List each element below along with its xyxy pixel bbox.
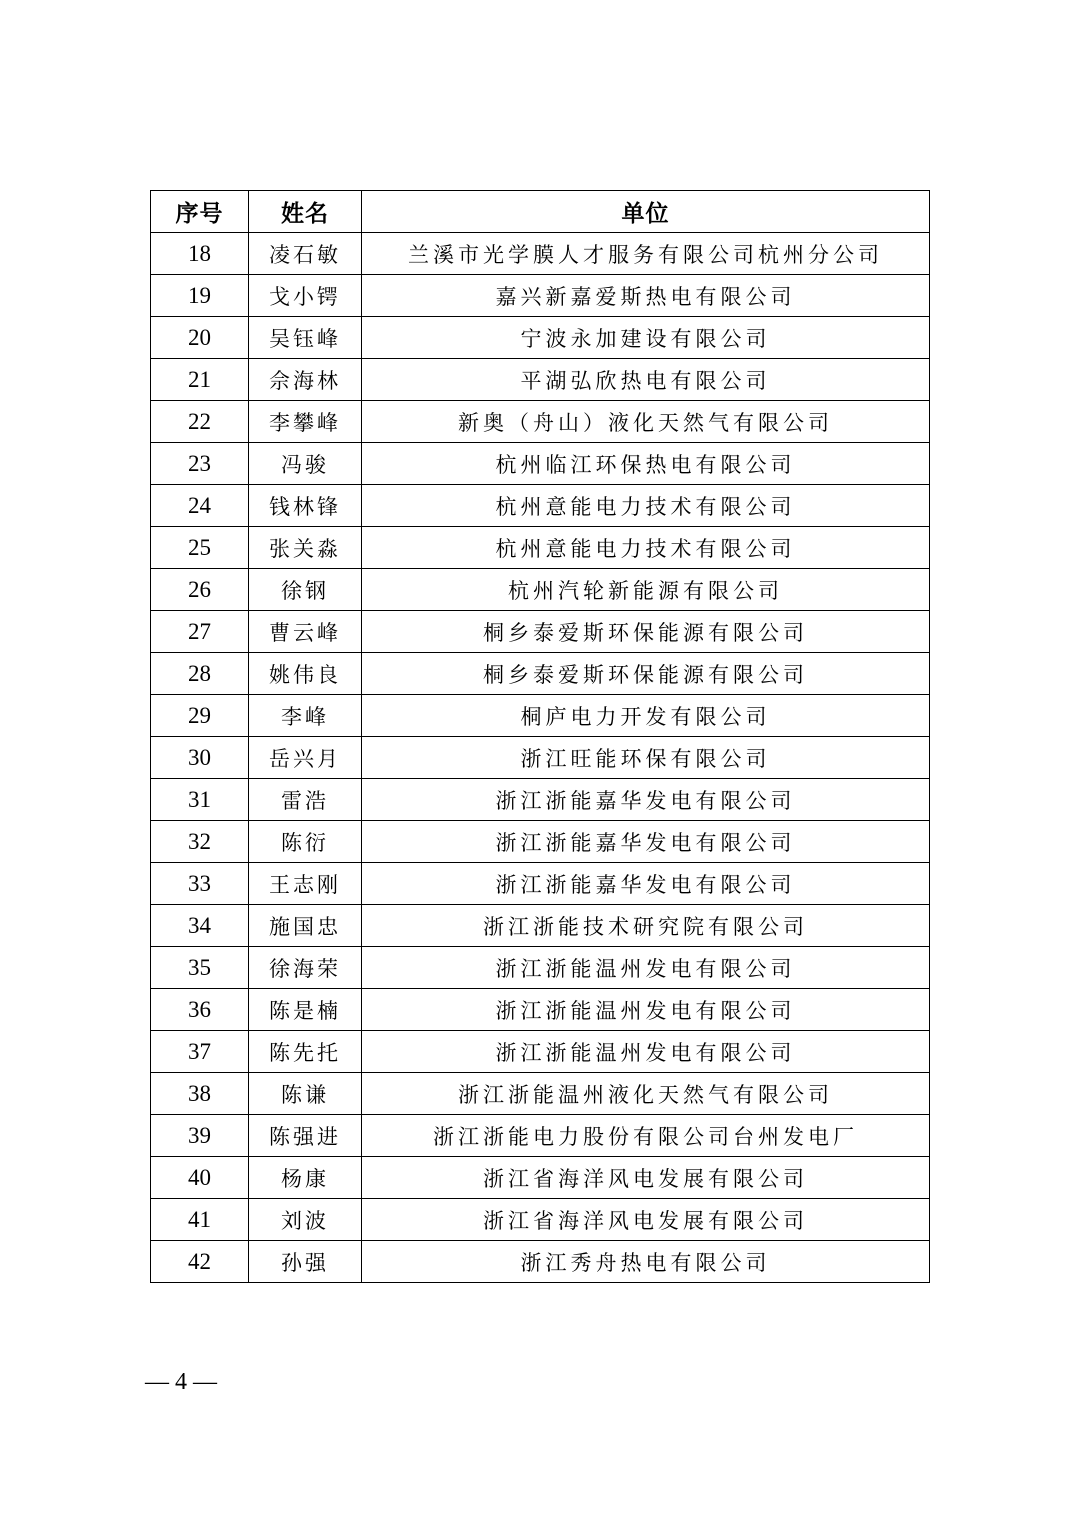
cell-unit: 浙江省海洋风电发展有限公司: [362, 1157, 930, 1199]
cell-name: 李攀峰: [249, 401, 362, 443]
cell-seq: 38: [151, 1073, 249, 1115]
cell-seq: 25: [151, 527, 249, 569]
table-row: [151, 233, 930, 275]
table-row: [151, 485, 930, 527]
cell-unit: 宁波永加建设有限公司: [362, 317, 930, 359]
header-name: 姓名: [249, 191, 362, 233]
cell-seq: 23: [151, 443, 249, 485]
table-row: [151, 1157, 930, 1199]
cell-unit: 平湖弘欣热电有限公司: [362, 359, 930, 401]
cell-unit: 嘉兴新嘉爱斯热电有限公司: [362, 275, 930, 317]
cell-name: 佘海林: [249, 359, 362, 401]
table-row: [151, 989, 930, 1031]
cell-unit: 新奥（舟山）液化天然气有限公司: [362, 401, 930, 443]
cell-seq: 36: [151, 989, 249, 1031]
cell-name: 李峰: [249, 695, 362, 737]
table-row: [151, 317, 930, 359]
cell-seq: 30: [151, 737, 249, 779]
cell-name: 岳兴月: [249, 737, 362, 779]
header-seq: 序号: [151, 191, 249, 233]
cell-name: 徐海荣: [249, 947, 362, 989]
cell-unit: 浙江浙能温州发电有限公司: [362, 947, 930, 989]
table-body: [151, 233, 930, 1283]
table-row: [151, 695, 930, 737]
cell-seq: 19: [151, 275, 249, 317]
cell-unit: 浙江浙能嘉华发电有限公司: [362, 821, 930, 863]
cell-unit: 杭州汽轮新能源有限公司: [362, 569, 930, 611]
cell-name: 姚伟良: [249, 653, 362, 695]
cell-unit: 浙江浙能电力股份有限公司台州发电厂: [362, 1115, 930, 1157]
cell-unit: 桐乡泰爱斯环保能源有限公司: [362, 653, 930, 695]
cell-seq: 21: [151, 359, 249, 401]
table-row: [151, 527, 930, 569]
table-row: [151, 863, 930, 905]
table-row: [151, 275, 930, 317]
cell-name: 王志刚: [249, 863, 362, 905]
cell-unit: 兰溪市光学膜人才服务有限公司杭州分公司: [362, 233, 930, 275]
cell-name: 冯骏: [249, 443, 362, 485]
cell-unit: 浙江浙能温州发电有限公司: [362, 1031, 930, 1073]
cell-name: 陈衍: [249, 821, 362, 863]
cell-unit: 浙江秀舟热电有限公司: [362, 1241, 930, 1283]
cell-seq: 37: [151, 1031, 249, 1073]
cell-seq: 26: [151, 569, 249, 611]
table-row: [151, 443, 930, 485]
cell-seq: 20: [151, 317, 249, 359]
cell-name: 凌石敏: [249, 233, 362, 275]
cell-seq: 28: [151, 653, 249, 695]
table-row: [151, 1241, 930, 1283]
cell-unit: 浙江浙能嘉华发电有限公司: [362, 779, 930, 821]
cell-name: 钱林锋: [249, 485, 362, 527]
table-row: [151, 779, 930, 821]
table-header-row: [151, 191, 930, 233]
cell-unit: 浙江旺能环保有限公司: [362, 737, 930, 779]
table-row: [151, 821, 930, 863]
cell-seq: 41: [151, 1199, 249, 1241]
cell-unit: 浙江浙能技术研究院有限公司: [362, 905, 930, 947]
cell-seq: 22: [151, 401, 249, 443]
cell-seq: 18: [151, 233, 249, 275]
cell-seq: 24: [151, 485, 249, 527]
cell-name: 吴钰峰: [249, 317, 362, 359]
table-row: [151, 1199, 930, 1241]
header-unit: 单位: [362, 191, 930, 233]
table-row: [151, 1073, 930, 1115]
table-row: [151, 1031, 930, 1073]
cell-unit: 桐乡泰爱斯环保能源有限公司: [362, 611, 930, 653]
cell-name: 曹云峰: [249, 611, 362, 653]
table-row: [151, 1115, 930, 1157]
cell-unit: 杭州意能电力技术有限公司: [362, 485, 930, 527]
cell-name: 戈小锷: [249, 275, 362, 317]
table-row: [151, 905, 930, 947]
cell-unit: 浙江浙能温州发电有限公司: [362, 989, 930, 1031]
table-row: [151, 611, 930, 653]
roster-table: [150, 190, 930, 1283]
cell-name: 张关淼: [249, 527, 362, 569]
cell-seq: 32: [151, 821, 249, 863]
cell-name: 陈是楠: [249, 989, 362, 1031]
table-row: [151, 359, 930, 401]
table-row: [151, 947, 930, 989]
cell-name: 杨康: [249, 1157, 362, 1199]
cell-seq: 29: [151, 695, 249, 737]
cell-seq: 34: [151, 905, 249, 947]
cell-unit: 杭州临江环保热电有限公司: [362, 443, 930, 485]
cell-name: 陈强进: [249, 1115, 362, 1157]
cell-unit: 浙江浙能温州液化天然气有限公司: [362, 1073, 930, 1115]
table-row: [151, 737, 930, 779]
cell-name: 徐钢: [249, 569, 362, 611]
cell-seq: 27: [151, 611, 249, 653]
cell-unit: 桐庐电力开发有限公司: [362, 695, 930, 737]
cell-unit: 浙江省海洋风电发展有限公司: [362, 1199, 930, 1241]
cell-seq: 42: [151, 1241, 249, 1283]
cell-seq: 39: [151, 1115, 249, 1157]
cell-unit: 杭州意能电力技术有限公司: [362, 527, 930, 569]
table-row: [151, 569, 930, 611]
cell-name: 刘波: [249, 1199, 362, 1241]
cell-unit: 浙江浙能嘉华发电有限公司: [362, 863, 930, 905]
page-number: — 4 —: [145, 1369, 217, 1395]
cell-seq: 31: [151, 779, 249, 821]
cell-seq: 35: [151, 947, 249, 989]
table-row: [151, 653, 930, 695]
cell-name: 孙强: [249, 1241, 362, 1283]
cell-name: 陈谦: [249, 1073, 362, 1115]
table-row: [151, 401, 930, 443]
cell-name: 陈先托: [249, 1031, 362, 1073]
cell-seq: 40: [151, 1157, 249, 1199]
cell-seq: 33: [151, 863, 249, 905]
cell-name: 施国忠: [249, 905, 362, 947]
cell-name: 雷浩: [249, 779, 362, 821]
